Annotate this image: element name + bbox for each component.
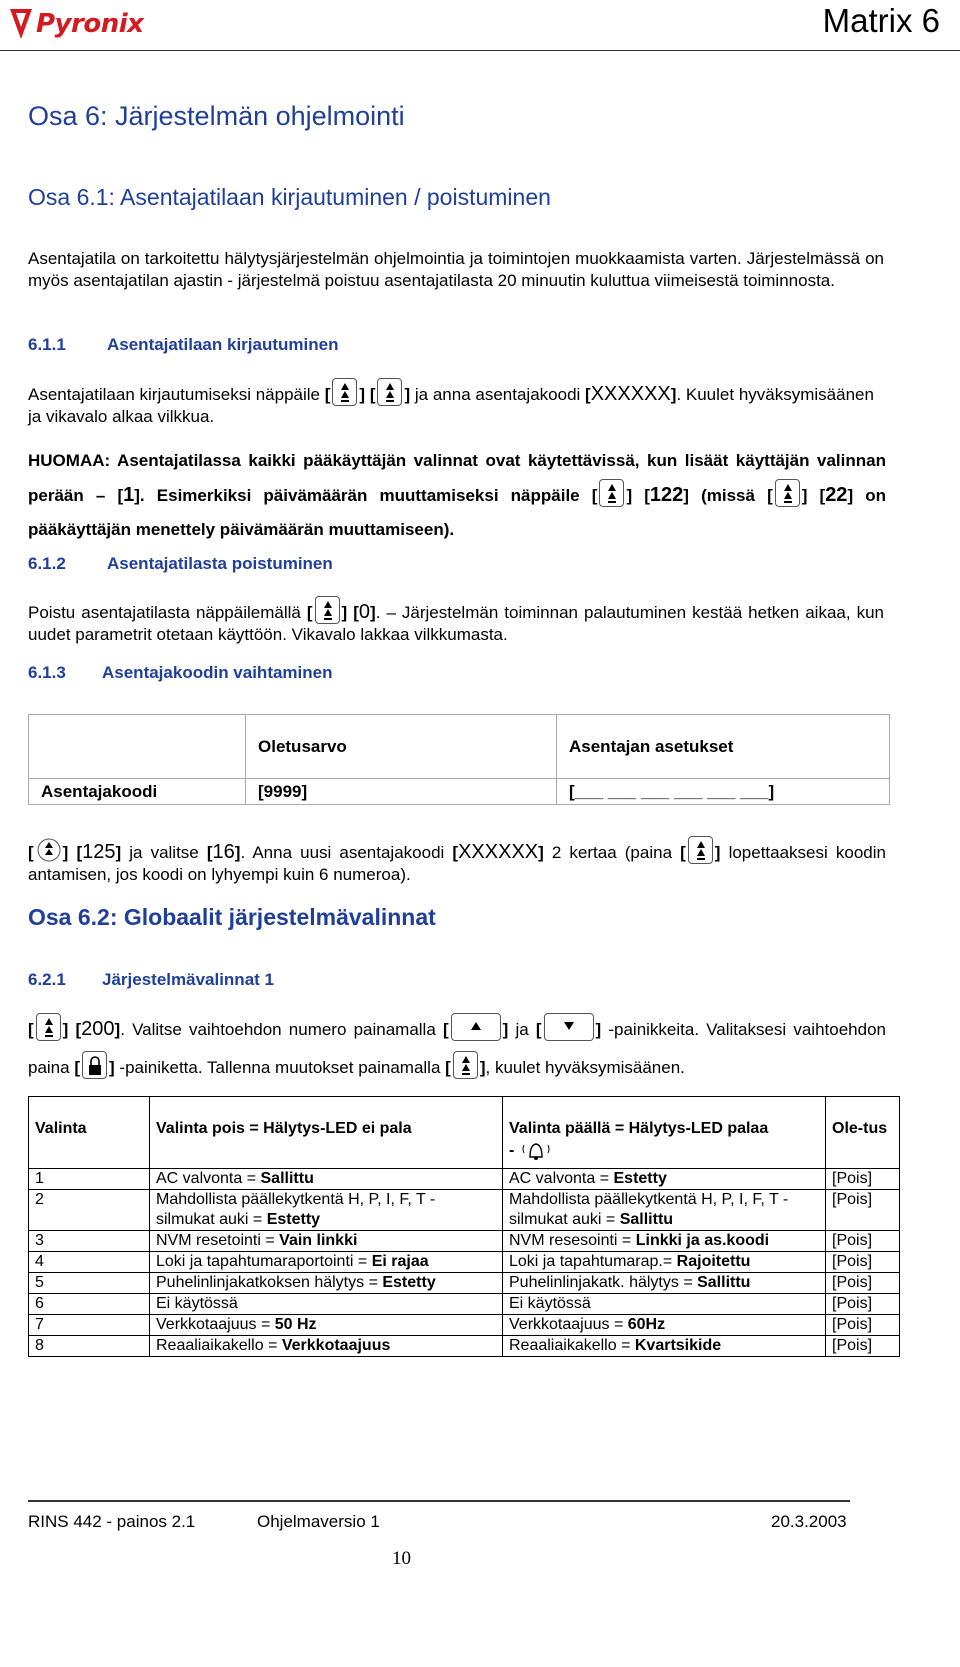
option-on (503, 1273, 826, 1294)
table-row (29, 1231, 900, 1252)
note-text-d: on pääkäyttäjän menettely päivämäärän muuttamiseen). (28, 486, 887, 539)
pyronix-logo (6, 4, 143, 44)
options-header-off: Valinta pois = Hälytys-LED ei pala (150, 1097, 503, 1169)
option-on (503, 1231, 826, 1252)
option-off-value: Sallittu (260, 1170, 314, 1187)
option-number-text: 7 (35, 1316, 44, 1333)
option-number-text: 1 (35, 1170, 44, 1187)
option-default-text: [Pois] (832, 1337, 873, 1354)
login-text-a: Asentajatilaan kirjautumiseksi näppäile (28, 385, 320, 404)
option-default (826, 1231, 900, 1252)
option-on-value: Sallittu (697, 1274, 751, 1291)
option-default-text: [Pois] (832, 1274, 873, 1291)
change-code-placeholder: XXXXXX (458, 841, 539, 863)
code-table-header-installer: Asentajan asetukset (557, 715, 890, 779)
dome-key-icon (36, 836, 61, 864)
option-number (29, 1190, 150, 1231)
option-off (150, 1315, 503, 1336)
option-on (503, 1169, 826, 1190)
installer-code-table (28, 714, 890, 805)
section-6-1-heading: Osa 6.1: Asentajatilaan kirjautuminen / poistuminen (28, 184, 551, 210)
footer-doc: RINS 442 - painos 2.1 (28, 1512, 196, 1531)
option-off (150, 1190, 503, 1231)
option-default-text: [Pois] (832, 1191, 873, 1208)
section-6-1-3-title: Asentajakoodin vaihtaminen (102, 663, 333, 682)
system-options-table (28, 1096, 900, 1357)
note-paragraph: HUOMAA: Asentajatilassa kaikki pääkäyttäjän valinnat ovat käytettävissä, kun lisäät käyttäjän valinnan perään – [1]. Esimerkiksi päivämäärän muuttamiseksi näppäile [ ] [122] (missä [ ] [22] on pääkäyttäjän menettely päivämäärän muuttamiseen). (28, 451, 887, 539)
option-default-text: [Pois] (832, 1316, 873, 1333)
section-6-1-3-number: 6.1.3 (28, 663, 66, 682)
bell-key-icon (519, 1139, 553, 1161)
logout-text-b: – Järjestelmän toiminnan palautuminen kestää hetken aikaa, kun uudet parametrit otetaan käyttöön. Vikavalo lakkaa vilkkumasta. (28, 603, 884, 644)
option-off-value: Vain linkki (279, 1232, 358, 1249)
triangle-key-icon (775, 479, 800, 507)
option-default (826, 1273, 900, 1294)
option-on-text: Mahdollista päällekytkentä H, P, I, F, T -silmukat auki = (509, 1191, 789, 1228)
option-off (150, 1169, 503, 1190)
table-row (29, 1252, 900, 1273)
code-table-row-label: Asentajakoodi (29, 779, 246, 805)
change-code-text-a: ja valitse (129, 843, 199, 862)
option-on-text: Ei käytössä (509, 1295, 591, 1312)
section-6-heading: Osa 6: Järjestelmän ohjelmointi (28, 101, 405, 131)
arrow-up-icon (451, 1013, 501, 1041)
table-row (29, 1336, 900, 1357)
table-row (29, 1315, 900, 1336)
option-default (826, 1169, 900, 1190)
option-number-text: 4 (35, 1253, 44, 1270)
installer-code-placeholder: XXXXXX (590, 383, 671, 405)
options-header-default: Ole-tus (826, 1097, 900, 1169)
triangle-key-icon (688, 836, 713, 864)
option-off-value: Estetty (266, 1211, 321, 1228)
logout-text-a: Poistu asentajatilasta näppäilemällä (28, 603, 301, 622)
code-table-row-default: [9999] (246, 779, 557, 805)
note-one: 1 (123, 484, 135, 506)
header-divider (0, 50, 960, 51)
change-code-16: 16 (212, 841, 235, 863)
intro-paragraph: Asentajatila on tarkoitettu hälytysjärjestelmän ohjelmointia ja toimintojen muokkaamista varten. Järjestelmässä on myös asentajatilan ajastin - järjestelmä poistuu asentajatilasta 20 minuutin kuluttua viimeisestä toiminnosta. (28, 249, 884, 290)
triangle-key-icon (315, 596, 340, 624)
table-row (29, 1190, 900, 1231)
options-header-choice: Valinta (29, 1097, 150, 1169)
section-6-2-1-number: 6.2.1 (28, 970, 66, 989)
option-on-value: Linkki ja as.koodi (635, 1232, 770, 1249)
option-on (503, 1315, 826, 1336)
section-6-1-1-title: Asentajatilaan kirjautuminen (107, 335, 339, 354)
option-off (150, 1231, 503, 1252)
option-number (29, 1294, 150, 1315)
change-code-text-b: Anna uusi asentajakoodi (252, 843, 445, 862)
option-off-value: 50 Hz (274, 1316, 317, 1333)
triangle-key-icon (332, 378, 357, 406)
change-code-125: 125 (82, 841, 116, 863)
options-paragraph: [ ] [200]. Valitse vaihtoehdon numero painamalla [ ] ja [ ] -painikkeita. Valitaksesi vaihtoehdon paina [ ] -painiketta. Tallenna muutokset painamalla [ ], kuulet hyväksymisäänen. (28, 1010, 886, 1087)
code-table-blank-cell (29, 715, 246, 779)
footer-divider (28, 1500, 850, 1502)
option-number-text: 5 (35, 1274, 44, 1291)
option-on (503, 1294, 826, 1315)
options-header-on: Valinta päällä = Hälytys-LED palaa (509, 1120, 769, 1137)
table-row (29, 1169, 900, 1190)
note-text-c: (missä (701, 486, 755, 505)
option-off-text: Mahdollista päällekytkentä H, P, I, F, T - silmukat auki = (156, 1191, 436, 1228)
option-off-value: Ei rajaa (371, 1253, 429, 1270)
brand-name: Pyronix (36, 9, 144, 39)
option-number (29, 1231, 150, 1252)
note-text-a: HUOMAA: Asentajatilassa kaikki pääkäyttäjän valinnat ovat käytettävissä, kun lisäät käyttäjän valinnan perään – (28, 451, 886, 505)
option-on-text: NVM resesointi = (509, 1232, 636, 1249)
options-text-c: -painiketta. Tallenna muutokset painamalla (119, 1058, 441, 1077)
option-on-value: Rajoitettu (676, 1253, 751, 1270)
section-6-1-1-number: 6.1.1 (28, 335, 66, 354)
note-22: 22 (825, 484, 848, 506)
option-default (826, 1294, 900, 1315)
option-on-value: 60Hz (627, 1316, 666, 1333)
option-on-text: Loki ja tapahtumarap.= (509, 1253, 677, 1270)
option-number-text: 6 (35, 1295, 44, 1312)
footer-version: Ohjelmaversio 1 (257, 1512, 380, 1531)
option-on-value: Estetty (613, 1170, 667, 1187)
option-number (29, 1336, 150, 1357)
options-text-a: Valitse vaihtoehdon numero painamalla (132, 1020, 436, 1039)
option-off (150, 1252, 503, 1273)
change-code-text-c: 2 kertaa (paina (551, 843, 673, 862)
option-off-text: Ei käytössä (156, 1295, 238, 1312)
option-on-value: Sallittu (619, 1211, 674, 1228)
options-text-b: -painikkeita. Valitaksesi vaihtoehdon paina (28, 1020, 886, 1077)
option-number (29, 1252, 150, 1273)
triangle-key-icon (453, 1051, 478, 1079)
option-off (150, 1273, 503, 1294)
option-default (826, 1252, 900, 1273)
option-on-text: AC valvonta = (509, 1170, 614, 1187)
option-off-text: AC valvonta = (156, 1170, 261, 1187)
option-off-value: Verkkotaajuus (281, 1337, 391, 1354)
pyronix-emblem-icon (6, 7, 36, 41)
options-header-on-cell: Valinta päällä = Hälytys-LED palaa - (503, 1097, 826, 1169)
option-on (503, 1190, 826, 1231)
login-text-c: Kuulet hyväksymisäänen ja vikavalo alkaa vilkkua. (28, 385, 874, 426)
options-text-d: , kuulet hyväksymisäänen. (485, 1058, 685, 1077)
footer-date: 20.3.2003 (771, 1512, 847, 1531)
option-off-text: NVM resetointi = (156, 1232, 280, 1249)
logout-paragraph: Poistu asentajatilasta näppäilemällä [ ] [0]. – Järjestelmän toiminnan palautuminen kestää hetken aikaa, kun uudet parametrit otetaan käyttöön. Vikavalo lakkaa vilkkumasta. (28, 596, 884, 646)
code-table-row-installer: [___ ___ ___ ___ ___ ___] (557, 779, 890, 805)
option-default-text: [Pois] (832, 1232, 873, 1249)
login-text-b: ja anna asentajakoodi (414, 385, 581, 404)
option-off (150, 1336, 503, 1357)
code-table-header-default: Oletusarvo (246, 715, 557, 779)
page-number: 10 (392, 1548, 411, 1569)
option-off-text: Verkkotaajuus = (156, 1316, 275, 1333)
change-code-paragraph: [ ] [125] ja valitse [16]. Anna uusi asentajakoodi [XXXXXX] 2 kertaa (paina [ ] lopettaaksesi koodin antamisen, jos koodi on lyhyempi kuin 6 numeroa). (28, 836, 886, 886)
option-number-text: 3 (35, 1232, 44, 1249)
option-off-text: Puhelinlinjakatkoksen hälytys = (156, 1274, 383, 1291)
login-paragraph: Asentajatilaan kirjautumiseksi näppäile [ ] [ ] ja anna asentajakoodi [XXXXXX]. Kuulet hyväksymisäänen ja vikavalo alkaa vilkkua. (28, 378, 888, 428)
option-on-text: Puhelinlinjakatk. hälytys = (509, 1274, 698, 1291)
table-row (29, 1294, 900, 1315)
logout-zero: 0 (358, 601, 371, 623)
section-6-1-2-title: Asentajatilasta poistuminen (107, 554, 333, 573)
lock-key-icon (82, 1051, 107, 1079)
option-default-text: [Pois] (832, 1170, 873, 1187)
option-off (150, 1294, 503, 1315)
document-title: Matrix 6 (822, 2, 940, 39)
option-off-text: Reaaliaikakello = (156, 1337, 282, 1354)
options-200: 200 (81, 1018, 115, 1040)
table-row (29, 1273, 900, 1294)
option-number-text: 2 (35, 1191, 44, 1208)
option-on (503, 1336, 826, 1357)
triangle-key-icon (599, 479, 624, 507)
option-on-text: Verkkotaajuus = (509, 1316, 628, 1333)
triangle-key-icon (377, 378, 402, 406)
option-off-text: Loki ja tapahtumaraportointi = (156, 1253, 372, 1270)
option-default-text: [Pois] (832, 1295, 873, 1312)
option-number (29, 1315, 150, 1336)
section-6-1-2-number: 6.1.2 (28, 554, 66, 573)
note-122: 122 (649, 484, 684, 506)
options-ja: ja (515, 1020, 529, 1039)
triangle-key-icon (36, 1013, 61, 1041)
option-off-value: Estetty (382, 1274, 436, 1291)
option-default (826, 1315, 900, 1336)
option-number-text: 8 (35, 1337, 44, 1354)
option-number (29, 1273, 150, 1294)
option-on-value: Kvartsikide (634, 1337, 722, 1354)
arrow-down-icon (544, 1013, 594, 1041)
section-6-2-heading: Osa 6.2: Globaalit järjestelmävalinnat (28, 904, 436, 930)
change-code-text-d: lopettaaksesi koodin antamisen, jos koodi on lyhyempi kuin 6 numeroa). (28, 843, 886, 884)
option-default (826, 1336, 900, 1357)
option-default (826, 1190, 900, 1231)
section-6-2-1-title: Järjestelmävalinnat 1 (102, 970, 274, 989)
note-text-b: Esimerkiksi päivämäärän muuttamiseksi näppäile (156, 486, 580, 505)
option-on (503, 1252, 826, 1273)
option-on-text: Reaaliaikakello = (509, 1337, 635, 1354)
option-number (29, 1169, 150, 1190)
option-default-text: [Pois] (832, 1253, 873, 1270)
